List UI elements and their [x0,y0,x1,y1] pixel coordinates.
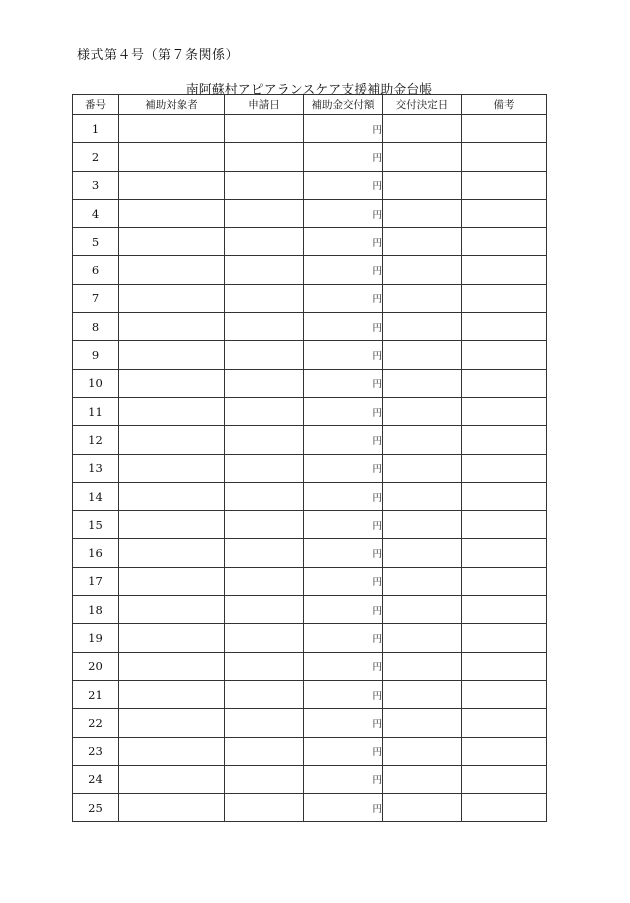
column-header-remarks: 備考 [462,95,547,115]
row-number: 18 [73,596,119,624]
remarks-cell [462,680,547,708]
recipient-cell [119,482,225,510]
subsidy-amount-cell: 円 [304,737,383,765]
recipient-cell [119,143,225,171]
application-date-cell [225,115,304,143]
subsidy-amount-cell: 円 [304,567,383,595]
table-header-row [73,95,547,115]
recipient-cell [119,256,225,284]
decision-date-cell [383,539,462,567]
decision-date-cell [383,115,462,143]
subsidy-amount-cell: 円 [304,511,383,539]
decision-date-cell [383,596,462,624]
remarks-cell [462,737,547,765]
remarks-cell [462,341,547,369]
table-row [73,737,547,765]
column-header-decision-date: 交付決定日 [383,95,462,115]
application-date-cell [225,511,304,539]
table-row [73,624,547,652]
decision-date-cell [383,199,462,227]
recipient-cell [119,454,225,482]
remarks-cell [462,454,547,482]
row-number: 5 [73,228,119,256]
row-number: 6 [73,256,119,284]
remarks-cell [462,709,547,737]
subsidy-amount-cell: 円 [304,256,383,284]
application-date-cell [225,228,304,256]
application-date-cell [225,482,304,510]
remarks-cell [462,313,547,341]
row-number: 12 [73,426,119,454]
decision-date-cell [383,426,462,454]
row-number: 23 [73,737,119,765]
table-row [73,341,547,369]
subsidy-amount-cell: 円 [304,284,383,312]
application-date-cell [225,624,304,652]
remarks-cell [462,567,547,595]
decision-date-cell [383,341,462,369]
decision-date-cell [383,737,462,765]
application-date-cell [225,794,304,822]
row-number: 14 [73,482,119,510]
remarks-cell [462,482,547,510]
remarks-cell [462,794,547,822]
decision-date-cell [383,624,462,652]
remarks-cell [462,539,547,567]
application-date-cell [225,341,304,369]
decision-date-cell [383,171,462,199]
remarks-cell [462,397,547,425]
row-number: 19 [73,624,119,652]
application-date-cell [225,313,304,341]
decision-date-cell [383,794,462,822]
remarks-cell [462,199,547,227]
decision-date-cell [383,652,462,680]
application-date-cell [225,737,304,765]
decision-date-cell [383,765,462,793]
application-date-cell [225,680,304,708]
table-row [73,765,547,793]
decision-date-cell [383,482,462,510]
table-row [73,482,547,510]
recipient-cell [119,426,225,454]
column-header-recipient: 補助対象者 [119,95,225,115]
table-row [73,454,547,482]
remarks-cell [462,652,547,680]
row-number: 7 [73,284,119,312]
remarks-cell [462,426,547,454]
recipient-cell [119,313,225,341]
table-row [73,143,547,171]
remarks-cell [462,596,547,624]
decision-date-cell [383,228,462,256]
recipient-cell [119,652,225,680]
row-number: 21 [73,680,119,708]
recipient-cell [119,567,225,595]
table-row [73,313,547,341]
recipient-cell [119,115,225,143]
recipient-cell [119,171,225,199]
column-header-application-date: 申請日 [225,95,304,115]
column-header-number: 番号 [73,95,119,115]
decision-date-cell [383,680,462,708]
form-number: 様式第４号（第７条関係） [77,48,240,63]
recipient-cell [119,794,225,822]
row-number: 9 [73,341,119,369]
row-number: 22 [73,709,119,737]
subsidy-amount-cell: 円 [304,397,383,425]
table-body [73,115,547,822]
subsidy-amount-cell: 円 [304,115,383,143]
row-number: 10 [73,369,119,397]
table-row [73,680,547,708]
decision-date-cell [383,397,462,425]
recipient-cell [119,511,225,539]
application-date-cell [225,171,304,199]
recipient-cell [119,341,225,369]
decision-date-cell [383,709,462,737]
table-row [73,794,547,822]
remarks-cell [462,256,547,284]
application-date-cell [225,397,304,425]
application-date-cell [225,369,304,397]
row-number: 1 [73,115,119,143]
subsidy-amount-cell: 円 [304,369,383,397]
row-number: 8 [73,313,119,341]
recipient-cell [119,680,225,708]
subsidy-amount-cell: 円 [304,313,383,341]
subsidy-amount-cell: 円 [304,341,383,369]
decision-date-cell [383,454,462,482]
row-number: 3 [73,171,119,199]
recipient-cell [119,737,225,765]
table-row [73,369,547,397]
application-date-cell [225,256,304,284]
remarks-cell [462,284,547,312]
row-number: 17 [73,567,119,595]
recipient-cell [119,284,225,312]
remarks-cell [462,624,547,652]
row-number: 15 [73,511,119,539]
subsidy-amount-cell: 円 [304,709,383,737]
row-number: 4 [73,199,119,227]
table-row [73,284,547,312]
table-row [73,228,547,256]
recipient-cell [119,765,225,793]
decision-date-cell [383,313,462,341]
recipient-cell [119,199,225,227]
decision-date-cell [383,143,462,171]
application-date-cell [225,539,304,567]
remarks-cell [462,511,547,539]
decision-date-cell [383,284,462,312]
table-row [73,426,547,454]
application-date-cell [225,567,304,595]
row-number: 20 [73,652,119,680]
row-number: 16 [73,539,119,567]
table-row [73,567,547,595]
subsidy-amount-cell: 円 [304,624,383,652]
subsidy-amount-cell: 円 [304,765,383,793]
table-row [73,709,547,737]
remarks-cell [462,369,547,397]
subsidy-amount-cell: 円 [304,680,383,708]
subsidy-amount-cell: 円 [304,596,383,624]
decision-date-cell [383,511,462,539]
subsidy-amount-cell: 円 [304,143,383,171]
decision-date-cell [383,369,462,397]
remarks-cell [462,143,547,171]
recipient-cell [119,539,225,567]
recipient-cell [119,369,225,397]
table-row [73,256,547,284]
row-number: 25 [73,794,119,822]
table-row [73,539,547,567]
decision-date-cell [383,567,462,595]
recipient-cell [119,228,225,256]
application-date-cell [225,709,304,737]
application-date-cell [225,596,304,624]
remarks-cell [462,171,547,199]
subsidy-amount-cell: 円 [304,199,383,227]
subsidy-amount-cell: 円 [304,171,383,199]
table-row [73,652,547,680]
table-row [73,171,547,199]
application-date-cell [225,426,304,454]
recipient-cell [119,397,225,425]
subsidy-amount-cell: 円 [304,794,383,822]
subsidy-amount-cell: 円 [304,539,383,567]
decision-date-cell [383,256,462,284]
application-date-cell [225,284,304,312]
application-date-cell [225,454,304,482]
row-number: 11 [73,397,119,425]
application-date-cell [225,652,304,680]
recipient-cell [119,709,225,737]
application-date-cell [225,143,304,171]
application-date-cell [225,765,304,793]
application-date-cell [225,199,304,227]
remarks-cell [462,228,547,256]
remarks-cell [462,765,547,793]
remarks-cell [462,115,547,143]
table-row [73,596,547,624]
table-row [73,397,547,425]
subsidy-amount-cell: 円 [304,482,383,510]
subsidy-ledger-table [72,94,547,822]
table-row [73,199,547,227]
table-row [73,115,547,143]
subsidy-amount-cell: 円 [304,426,383,454]
row-number: 2 [73,143,119,171]
document-title: 南阿蘇村アピアランスケア支援補助金台帳 [185,83,433,98]
recipient-cell [119,624,225,652]
subsidy-amount-cell: 円 [304,652,383,680]
subsidy-amount-cell: 円 [304,228,383,256]
column-header-subsidy-amount: 補助金交付額 [304,95,383,115]
recipient-cell [119,596,225,624]
row-number: 13 [73,454,119,482]
row-number: 24 [73,765,119,793]
subsidy-amount-cell: 円 [304,454,383,482]
table-row [73,511,547,539]
